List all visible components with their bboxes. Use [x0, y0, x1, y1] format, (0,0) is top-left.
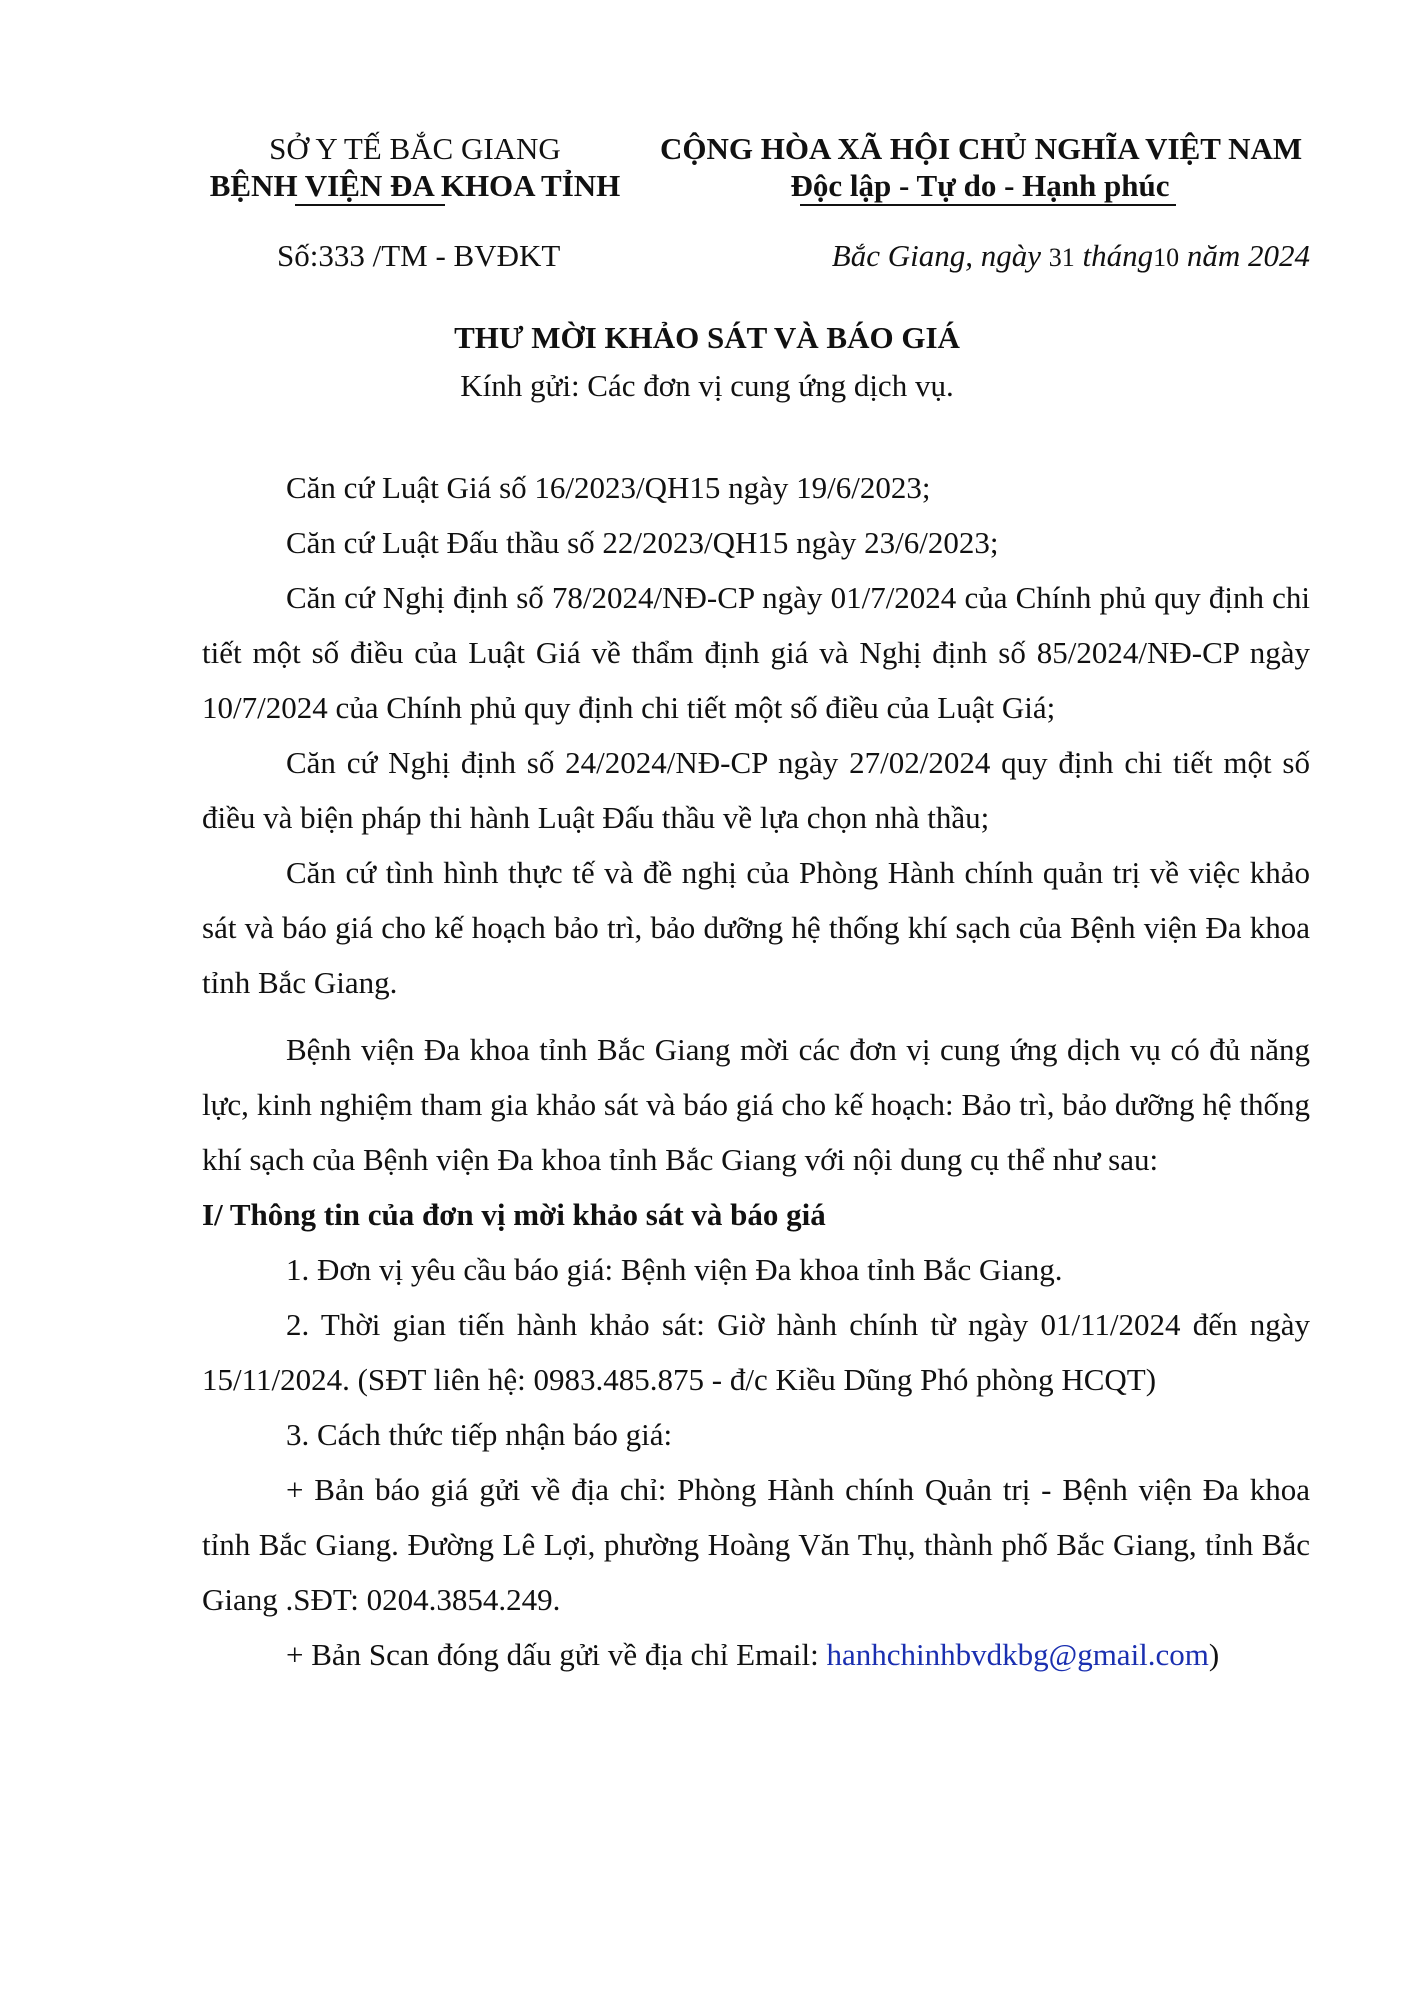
date-place: Bắc Giang, ngày — [831, 238, 1049, 273]
document-date — [770, 238, 1310, 274]
legal-basis-1: Căn cứ Luật Giá số 16/2023/QH15 ngày 19/6/2023; — [286, 470, 931, 505]
section-1-item-3: 3. Cách thức tiếp nhận báo giá: — [286, 1417, 673, 1452]
section-1-item-2: 2. Thời gian tiến hành khảo sát: Giờ hành chính từ ngày 01/11/2024 đến ngày 15/11/2024. (SĐT liên hệ: 0983.485.875 - đ/c Kiều Dũng Phó phòng HCQT) — [202, 1307, 1310, 1397]
section-1-heading: I/ Thông tin của đơn vị mời khảo sát và báo giá — [202, 1197, 826, 1232]
document-number — [277, 238, 560, 274]
email-link[interactable]: hanhchinhbvdkbg@gmail.com — [826, 1637, 1209, 1672]
doc-number-value: 333 — [318, 238, 365, 273]
date-day: 31 — [1048, 243, 1075, 272]
document-title: THƯ MỜI KHẢO SÁT VÀ BÁO GIÁ — [454, 320, 960, 355]
section-1-item-1: 1. Đơn vị yêu cầu báo giá: Bệnh viện Đa khoa tỉnh Bắc Giang. — [286, 1252, 1063, 1287]
national-motto: Độc lập - Tự do - Hạnh phúc — [790, 168, 1170, 203]
date-month-label: tháng — [1074, 238, 1154, 273]
email-line-suffix: ) — [1208, 1637, 1220, 1672]
legal-basis-5: Căn cứ tình hình thực tế và đề nghị của Phòng Hành chính quản trị về việc khảo sát và báo giá cho kế hoạch bảo trì, bảo dưỡng hệ thống khí sạch của Bệnh viện Đa khoa tỉnh Bắc Giang. — [202, 855, 1310, 1000]
org-underline — [295, 204, 445, 206]
section-1-item-3b — [202, 1627, 1310, 1682]
motto-underline — [800, 204, 1176, 206]
date-month: 10 — [1153, 243, 1180, 272]
invitation-paragraph: Bệnh viện Đa khoa tỉnh Bắc Giang mời các đơn vị cung ứng dịch vụ có đủ năng lực, kinh nghiệm tham gia khảo sát và báo giá cho kế hoạch: Bảo trì, bảo dưỡng hệ thống khí sạch của Bệnh viện Đa khoa tỉnh Bắc Giang với nội dung cụ thể như sau: — [202, 1032, 1310, 1177]
doc-number-prefix: Số: — [277, 238, 319, 273]
org-department: SỞ Y TẾ BẮC GIANG — [269, 131, 561, 166]
date-year: năm 2024 — [1179, 238, 1310, 273]
country-name: CỘNG HÒA XÃ HỘI CHỦ NGHĨA VIỆT NAM — [660, 131, 1303, 166]
issuer-block — [195, 130, 635, 204]
legal-basis-4: Căn cứ Nghị định số 24/2024/NĐ-CP ngày 27/02/2024 quy định chi tiết một số điều và biện pháp thi hành Luật Đấu thầu về lựa chọn nhà thầu; — [202, 745, 1310, 835]
legal-basis-3: Căn cứ Nghị định số 78/2024/NĐ-CP ngày 01/7/2024 của Chính phủ quy định chi tiết một số điều của Luật Giá về thẩm định giá và Nghị định số 85/2024/NĐ-CP ngày 10/7/2024 của Chính phủ quy định chi tiết một số điều của Luật Giá; — [202, 580, 1310, 725]
recipient-line: Kính gửi: Các đơn vị cung ứng dịch vụ. — [460, 368, 954, 403]
section-1-item-3a: + Bản báo giá gửi về địa chỉ: Phòng Hành chính Quản trị - Bệnh viện Đa khoa tỉnh Bắc Giang. Đường Lê Lợi, phường Hoàng Văn Thụ, thành phố Bắc Giang, tỉnh Bắc Giang .SĐT: 0204.3854.249. — [202, 1472, 1310, 1617]
email-line-prefix: + Bản Scan đóng dấu gửi về địa chỉ Email: — [286, 1637, 827, 1672]
national-heading — [660, 130, 1303, 204]
doc-number-suffix: /TM - BVĐKT — [364, 238, 561, 273]
org-name: BỆNH VIỆN ĐA KHOA TỈNH — [209, 168, 621, 203]
document-body — [202, 460, 1310, 1682]
legal-basis-2: Căn cứ Luật Đấu thầu số 22/2023/QH15 ngày 23/6/2023; — [286, 525, 999, 560]
